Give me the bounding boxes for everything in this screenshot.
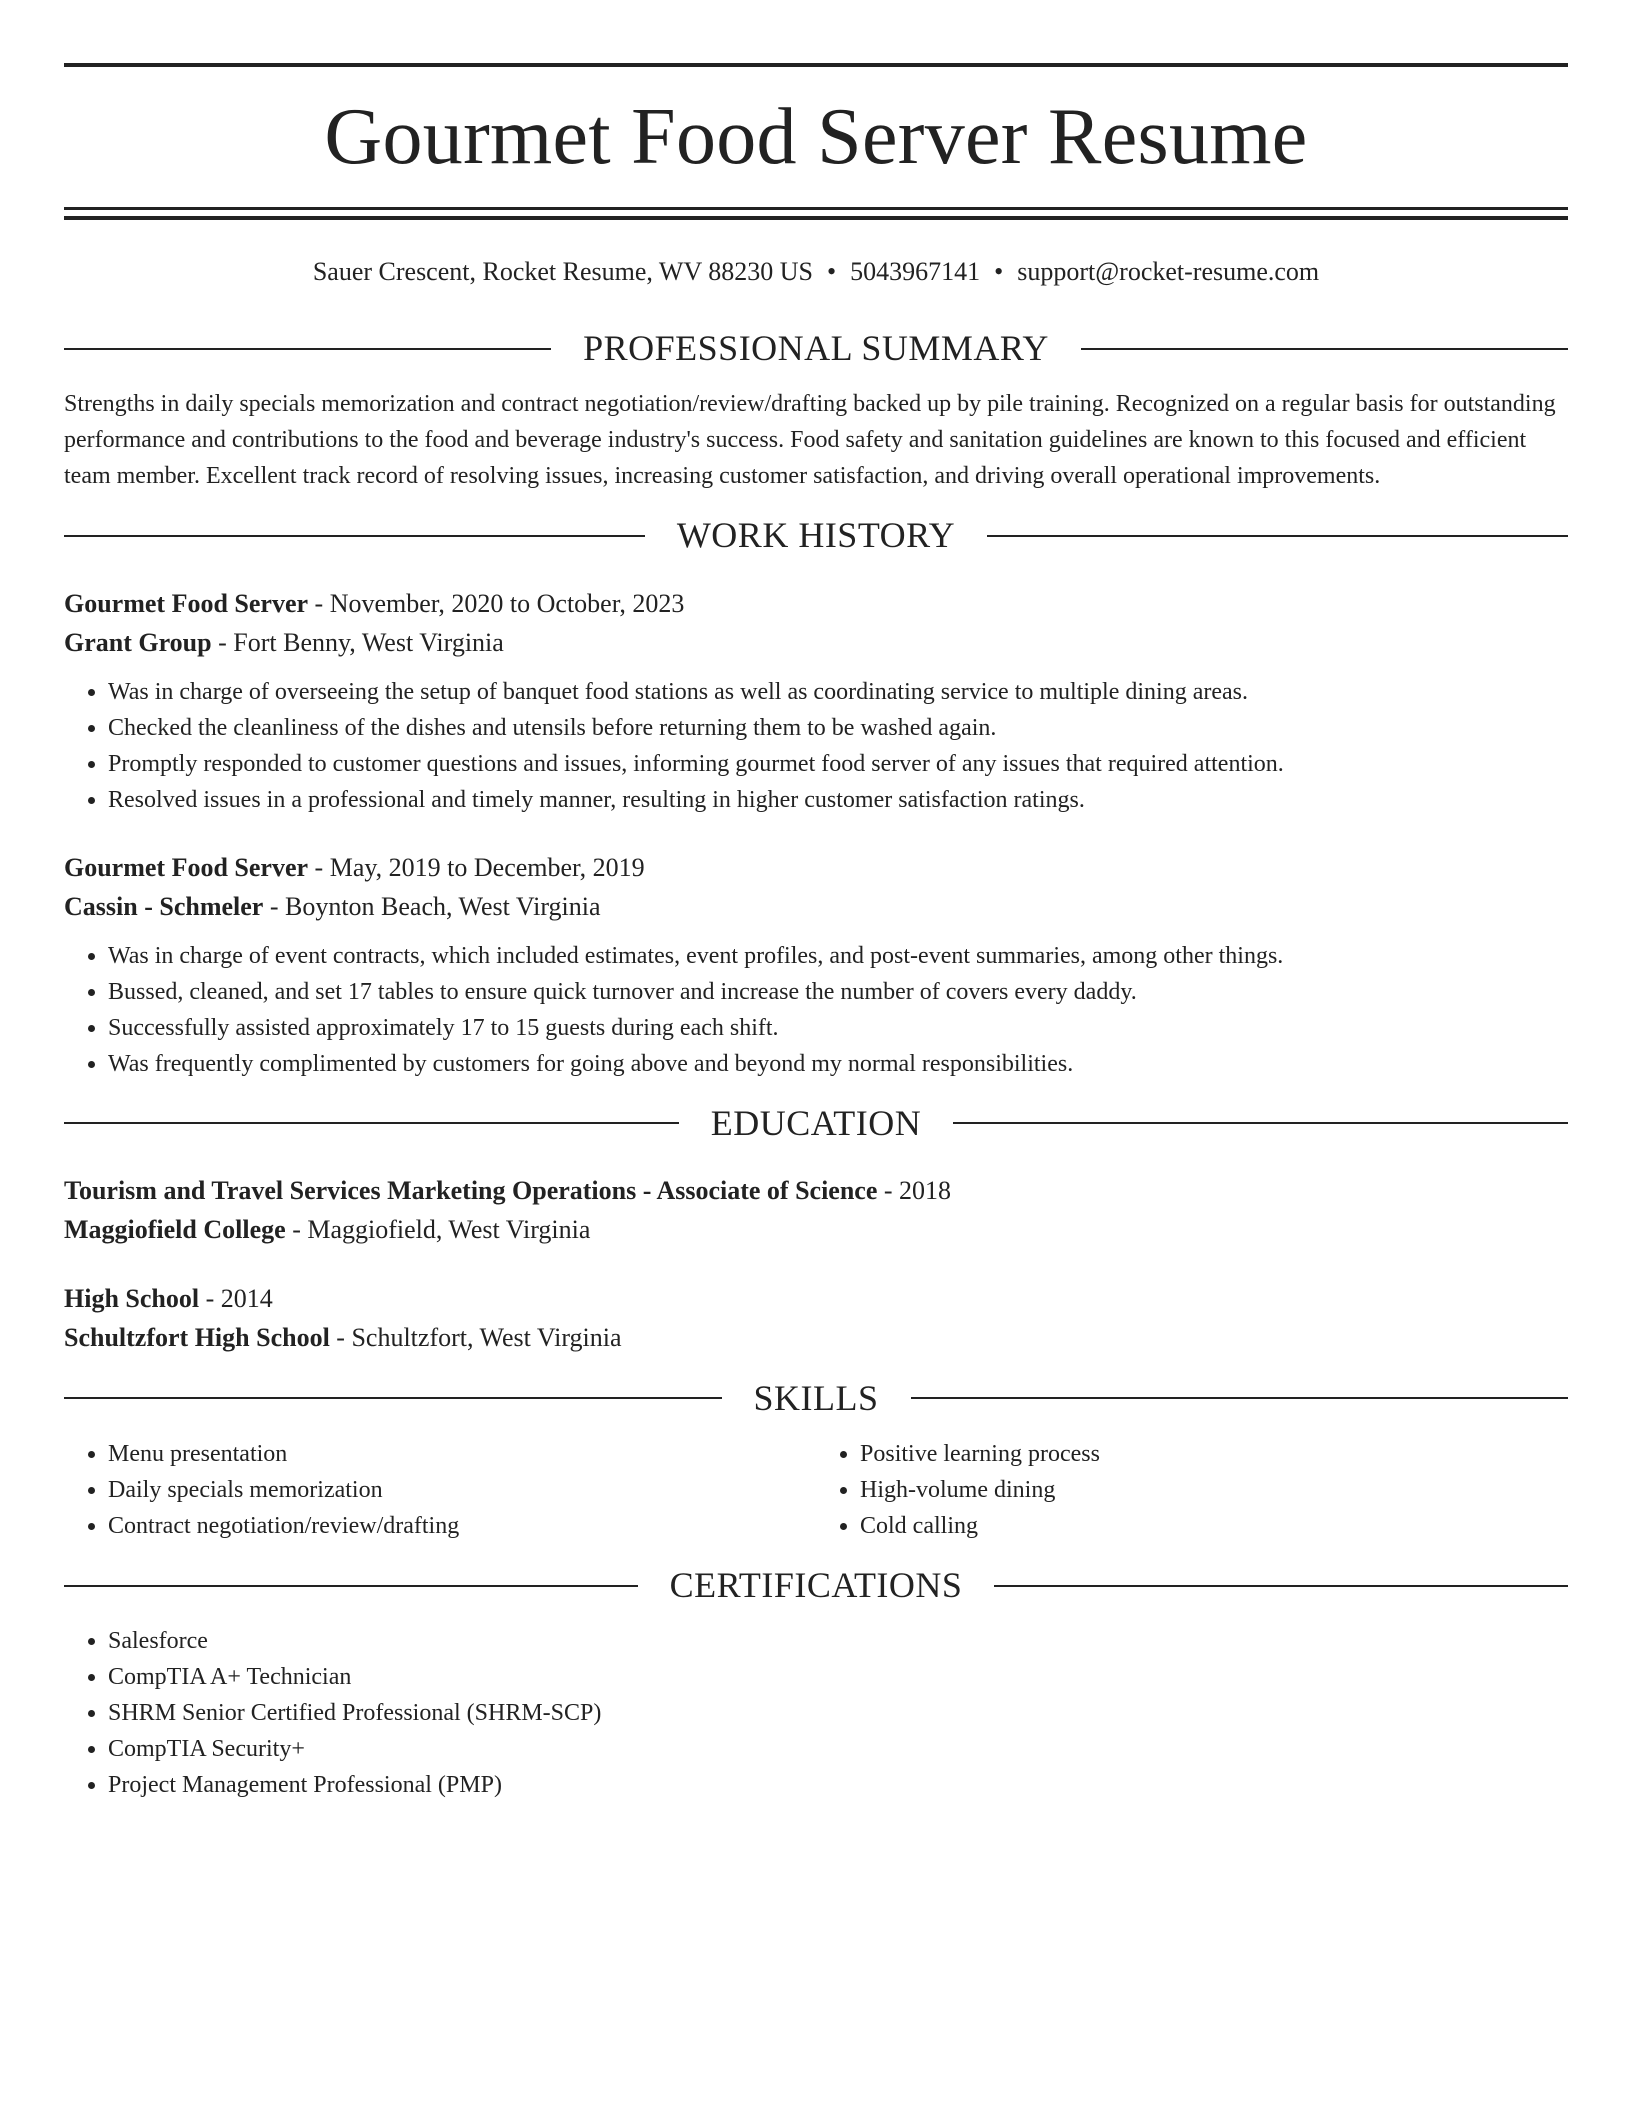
- job-location: - Boynton Beach, West Virginia: [263, 891, 601, 921]
- heading-rule: [953, 1122, 1568, 1124]
- heading-rule: [64, 1122, 679, 1124]
- job-dates: - November, 2020 to October, 2023: [308, 588, 685, 618]
- job-bullet: • Was frequently complimented by customers for going above and beyond my normal responsibilities.: [108, 1046, 1568, 1082]
- skills-columns: [64, 1436, 1568, 1544]
- skill-item: • Positive learning process: [860, 1436, 1568, 1472]
- job-bullet: • Successfully assisted approximately 17 to 15 guests during each shift.: [108, 1010, 1568, 1046]
- job-bullets: [64, 674, 1568, 818]
- certifications-list: [64, 1623, 1568, 1803]
- skill-item: • Contract negotiation/review/drafting: [108, 1508, 816, 1544]
- education-year: - 2014: [199, 1283, 273, 1313]
- education-degree: High School: [64, 1283, 200, 1313]
- heading-rule: [64, 535, 645, 537]
- certification-item: • Salesforce: [108, 1623, 1568, 1659]
- skill-item: • Cold calling: [860, 1508, 1568, 1544]
- education-year: - 2018: [877, 1175, 952, 1205]
- resume-title: Gourmet Food Server Resume: [324, 93, 1308, 181]
- skill-item: • High-volume dining: [860, 1472, 1568, 1508]
- education-school: Maggiofield College: [64, 1214, 286, 1244]
- skills-list-right: [816, 1436, 1568, 1544]
- job-bullet: • Was in charge of event contracts, which included estimates, event profiles, and post-event summaries, among other things.: [108, 938, 1568, 974]
- skill-item: • Daily specials memorization: [108, 1472, 816, 1508]
- heading-rule: [64, 1585, 638, 1587]
- job-location: - Fort Benny, West Virginia: [211, 627, 504, 657]
- education-location: - Maggiofield, West Virginia: [285, 1214, 591, 1244]
- job-entry: [64, 848, 1568, 1082]
- contact-separator: •: [994, 257, 1004, 286]
- title-double-rule: [64, 207, 1568, 220]
- certifications-section: [64, 1623, 1568, 1803]
- job-bullet: • Checked the cleanliness of the dishes and utensils before returning them to be washed again.: [108, 710, 1568, 746]
- contact-email: support@rocket-resume.com: [1017, 257, 1320, 286]
- education-location: - Schultzfort, West Virginia: [329, 1322, 622, 1352]
- job-bullets: [64, 938, 1568, 1082]
- skills-heading-label: SKILLS: [753, 1377, 879, 1418]
- contact-line: [64, 256, 1568, 287]
- certification-item: • SHRM Senior Certified Professional (SHRM-SCP): [108, 1695, 1568, 1731]
- contact-phone: 5043967141: [850, 257, 981, 286]
- summary-heading-label: PROFESSIONAL SUMMARY: [583, 328, 1049, 369]
- top-rule: [64, 63, 1568, 67]
- job-employer-line: [64, 887, 1568, 926]
- summary-text: Strengths in daily specials memorization and contract negotiation/review/drafting backed up by pile training. Recognized on a regular basis for outstanding performance and contributions to the food and beverage industry's success. Food safety and sanitation guidelines are known to this focused and efficient team member. Excellent track record of resolving issues, increasing customer satisfaction, and driving overall operational improvements.: [64, 391, 1556, 490]
- job-dates: - May, 2019 to December, 2019: [308, 852, 645, 882]
- contact-separator: •: [827, 257, 837, 286]
- job-bullet: • Resolved issues in a professional and timely manner, resulting in higher customer satisfaction ratings.: [108, 782, 1568, 818]
- certification-item: • CompTIA A+ Technician: [108, 1659, 1568, 1695]
- job-title: Gourmet Food Server: [64, 588, 309, 618]
- heading-rule: [1081, 348, 1568, 350]
- summary-heading: [64, 327, 1568, 370]
- job-entry: [64, 584, 1568, 818]
- education-school-line: [64, 1318, 1568, 1357]
- heading-rule: [994, 1585, 1568, 1587]
- job-bullet: • Promptly responded to customer questions and issues, informing gourmet food server of any issues that required attention.: [108, 746, 1568, 782]
- job-employer-line: [64, 623, 1568, 662]
- job-employer: Grant Group: [64, 627, 212, 657]
- education-degree-line: [64, 1279, 1568, 1318]
- job-title-line: [64, 584, 1568, 623]
- certification-item: • Project Management Professional (PMP): [108, 1767, 1568, 1803]
- job-title-line: [64, 848, 1568, 887]
- work-heading: [64, 514, 1568, 557]
- education-heading: [64, 1102, 1568, 1145]
- job-bullet: • Was in charge of overseeing the setup of banquet food stations as well as coordinating service to multiple dining areas.: [108, 674, 1568, 710]
- heading-rule: [911, 1397, 1569, 1399]
- education-school: Schultzfort High School: [64, 1322, 330, 1352]
- education-degree: Tourism and Travel Services Marketing Operations - Associate of Science: [64, 1175, 878, 1205]
- job-employer: Cassin - Schmeler: [64, 891, 264, 921]
- certification-item: • CompTIA Security+: [108, 1731, 1568, 1767]
- heading-rule: [987, 535, 1568, 537]
- heading-rule: [64, 1397, 722, 1399]
- job-bullet: • Bussed, cleaned, and set 17 tables to ensure quick turnover and increase the number of covers every daddy.: [108, 974, 1568, 1010]
- work-heading-label: WORK HISTORY: [676, 515, 956, 556]
- education-entry: [64, 1171, 1568, 1249]
- skills-heading: [64, 1377, 1568, 1420]
- contact-address: Sauer Crescent, Rocket Resume, WV 88230 US: [312, 257, 814, 286]
- education-heading-label: EDUCATION: [710, 1102, 922, 1143]
- heading-rule: [64, 348, 551, 350]
- skills-list-left: [64, 1436, 816, 1544]
- certifications-heading-label: CERTIFICATIONS: [669, 1564, 963, 1605]
- education-school-line: [64, 1210, 1568, 1249]
- education-degree-line: [64, 1171, 1568, 1210]
- certifications-heading: [64, 1564, 1568, 1607]
- job-title: Gourmet Food Server: [64, 852, 309, 882]
- skill-item: • Menu presentation: [108, 1436, 816, 1472]
- education-entry: [64, 1279, 1568, 1357]
